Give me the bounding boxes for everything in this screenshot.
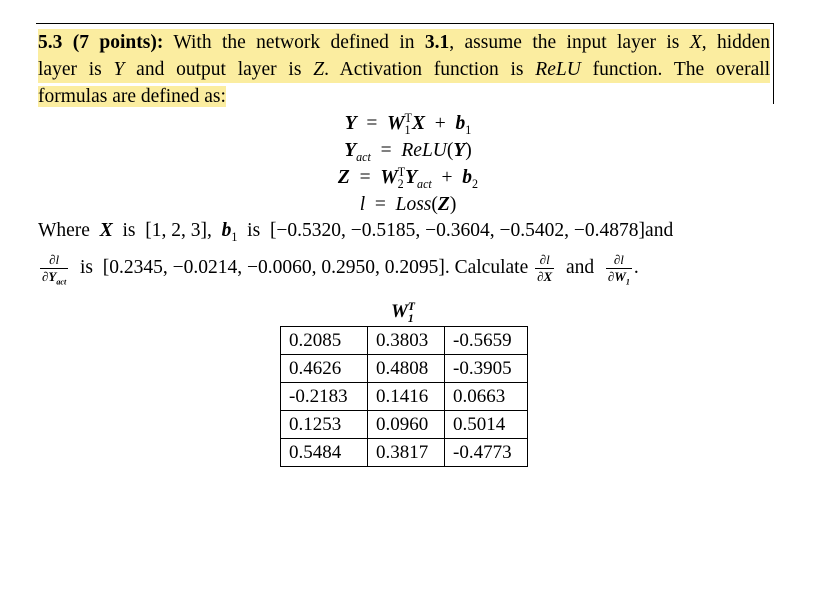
dl-dw1-fraction	[606, 252, 632, 285]
intro-text: formulas are defined as:	[38, 86, 226, 107]
table-cell: 0.2085	[281, 327, 368, 355]
equation-3: $Z = W_2^TY_{act} + b_2$	[337, 164, 479, 191]
intro-text: , hidden	[701, 32, 771, 53]
table-cell: -0.5659	[445, 327, 528, 355]
symbol-x: X	[689, 32, 702, 53]
intro-text: function. The overall	[592, 59, 771, 80]
dl-dyact-fraction	[40, 252, 68, 285]
table-title	[0, 301, 806, 323]
where-text: is	[247, 220, 261, 241]
intro-text: , assume the input layer is	[449, 32, 680, 53]
intro-text: With the network defined in	[173, 32, 415, 53]
frac-den-text: ∂W	[607, 269, 626, 284]
top-rule	[36, 23, 774, 24]
right-rule	[773, 24, 774, 104]
table-cell: 0.5484	[281, 439, 368, 467]
frac-num: ∂l	[40, 252, 68, 269]
question-points: (7 points):	[72, 32, 164, 53]
table-row	[281, 411, 528, 439]
symbol-z: Z	[313, 59, 325, 80]
question-number: 5.3	[38, 32, 63, 53]
intro-line-3	[38, 83, 770, 110]
intro-line-2	[38, 56, 770, 83]
gradient-value: [0.2345, −0.0214, −0.0060, 0.2950, 0.2095]. Calculate	[102, 256, 529, 278]
intro-text: and output layer is	[136, 59, 302, 80]
table-row	[281, 383, 528, 411]
table-cell: 0.4626	[281, 355, 368, 383]
section-ref: 3.1	[424, 32, 450, 53]
table-row	[281, 439, 528, 467]
intro-text: layer is	[38, 59, 102, 80]
table-cell: 0.1416	[368, 383, 445, 411]
frac-num: ∂l	[535, 252, 554, 269]
table-cell: -0.3905	[445, 355, 528, 383]
b1-value: [−0.5320, −0.5185, −0.3604, −0.5402, −0.4878]and	[269, 220, 674, 241]
intro-text: . Activation function is	[324, 59, 524, 80]
table-cell: 0.1253	[281, 411, 368, 439]
where-line: Where X is [1, 2, 3], $b_1$ is [−0.5320, −0.5185, −0.3604, −0.5402, −0.4878]and	[38, 220, 674, 244]
equation-2: $Y_{act}$ = ReLU(Y)	[344, 140, 472, 164]
gradient-text: and	[565, 256, 595, 278]
relu-term: ReLU	[535, 59, 581, 80]
table-cell: 0.5014	[445, 411, 528, 439]
frac-num: ∂l	[606, 252, 632, 269]
dl-dx-fraction	[535, 252, 554, 285]
equation-4: l = Loss(Z)	[359, 194, 457, 215]
gradient-line	[38, 252, 798, 285]
weights-table	[280, 326, 528, 467]
table-row	[281, 355, 528, 383]
table-cell: 0.4808	[368, 355, 445, 383]
gradient-text: is	[79, 256, 93, 278]
table-cell: 0.0663	[445, 383, 528, 411]
frac-den-sub: act	[56, 277, 67, 287]
gradient-period: .	[633, 256, 639, 278]
table-cell: 0.3803	[368, 327, 445, 355]
frac-den	[40, 269, 68, 285]
table-cell: -0.4773	[445, 439, 528, 467]
table-title-sub: 1	[407, 311, 414, 325]
table-cell: -0.2183	[281, 383, 368, 411]
x-value: [1, 2, 3],	[145, 220, 212, 241]
table-title-sup: T	[407, 299, 415, 313]
where-text: is	[122, 220, 136, 241]
symbol-b1: b	[221, 220, 232, 241]
table-row	[281, 327, 528, 355]
equation-1: $Y = W_1^TX + b_1$	[344, 110, 472, 137]
frac-den: ∂X	[537, 269, 553, 284]
table-title-text: W	[391, 301, 408, 322]
frac-den-text: ∂Y	[42, 269, 57, 284]
frac-den-sub: 1	[625, 277, 630, 287]
symbol-y: Y	[113, 59, 125, 80]
table-cell: 0.0960	[368, 411, 445, 439]
question-intro	[38, 29, 770, 110]
symbol-x: X	[99, 220, 113, 241]
where-label: Where	[38, 220, 90, 241]
table-cell: 0.3817	[368, 439, 445, 467]
intro-line-1	[38, 29, 770, 56]
frac-den	[606, 269, 632, 285]
